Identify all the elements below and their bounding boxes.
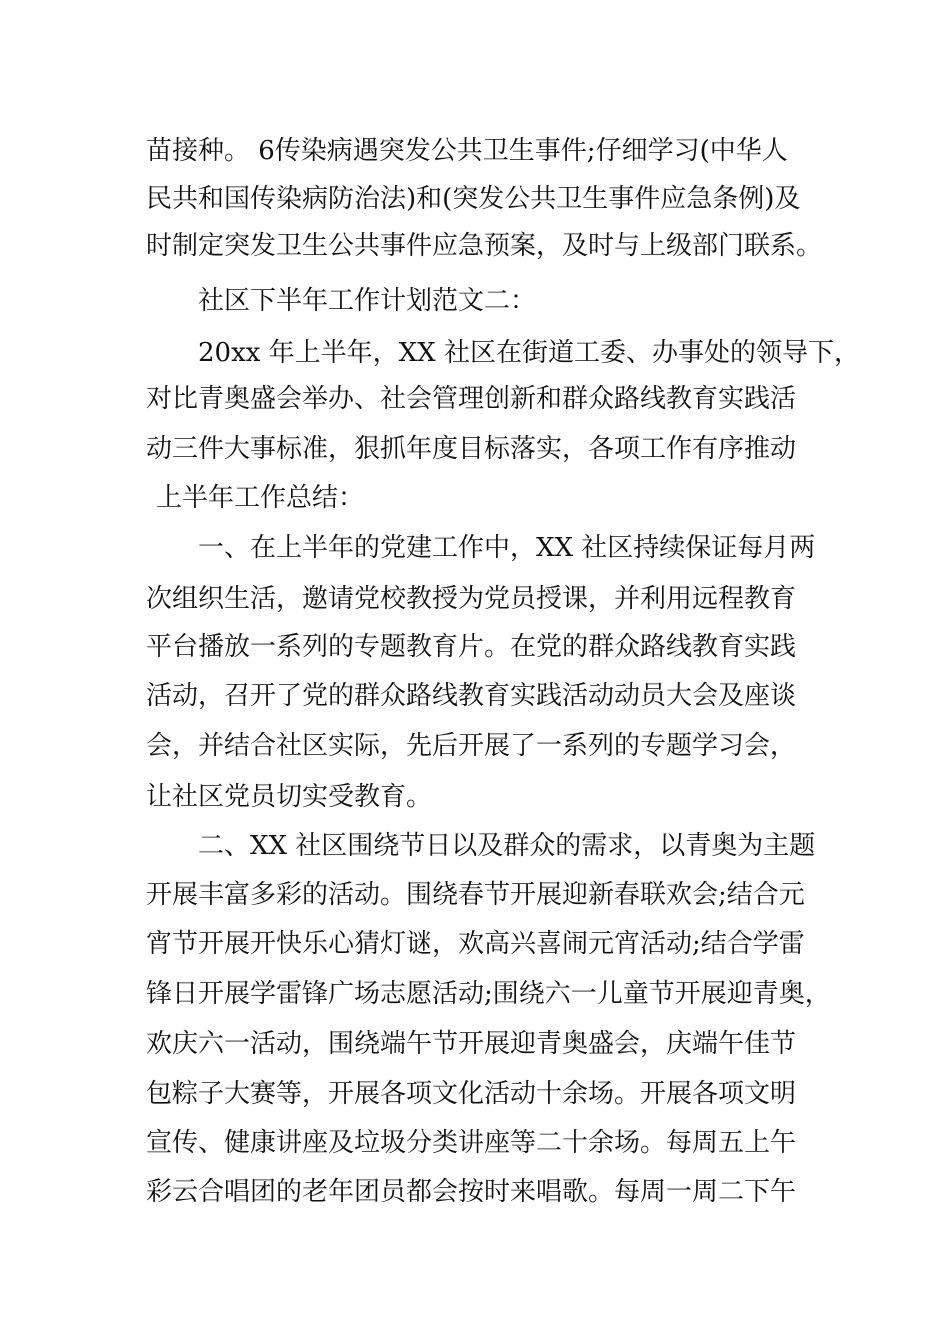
text-line: 苗接种。 6传染病遇突发公共卫生事件;仔细学习(中华人 bbox=[146, 136, 788, 166]
text-line: 次组织生活，邀请党校教授为党员授课，并利用远程教育 bbox=[146, 584, 797, 614]
text-line: 上半年工作总结： bbox=[156, 483, 365, 513]
text-line: 一、在上半年的党建工作中，XX 社区持续保证每月两 bbox=[198, 533, 816, 563]
text-line: 包粽子大赛等，开展各项文化活动十余场。开展各项文明 bbox=[146, 1079, 797, 1109]
text-line: 宵节开展开快乐心猜灯谜，欢高兴喜闹元宵活动;结合学雷 bbox=[146, 929, 805, 959]
text-line: 动三件大事标准，狠抓年度目标落实，各项工作有序推动 bbox=[146, 434, 797, 464]
text-line: 民共和国传染病防治法)和(突发公共卫生事件应急条例)及 bbox=[146, 184, 801, 214]
text-line: 会，并结合社区实际，先后开展了一系列的专题学习会， bbox=[146, 731, 797, 761]
text-line: 时制定突发卫生公共事件应急预案，及时与上级部门联系。 bbox=[146, 231, 823, 261]
text-line: 锋日开展学雷锋广场志愿活动;围绕六一儿童节开展迎青奥， bbox=[146, 979, 831, 1009]
text-line: 活动，召开了党的群众路线教育实践活动动员大会及座谈 bbox=[146, 681, 797, 711]
section-heading: 社区下半年工作计划范文二： bbox=[198, 286, 537, 316]
text-line: 开展丰富多彩的活动。围绕春节开展迎新春联欢会;结合元 bbox=[146, 880, 805, 910]
text-line: 欢庆六一活动，围绕端午节开展迎青奥盛会，庆端午佳节 bbox=[146, 1029, 797, 1059]
text-line: 二、XX 社区围绕节日以及群众的需求，以青奥为主题 bbox=[198, 831, 816, 861]
text-line: 让社区党员切实受教育。 bbox=[146, 782, 433, 812]
text-line: 20xx 年上半年，XX 社区在街道工委、办事处的领导下， bbox=[198, 338, 860, 368]
text-line: 对比青奥盛会举办、社会管理创新和群众路线教育实践活 bbox=[146, 384, 797, 414]
text-line: 彩云合唱团的老年团员都会按时来唱歌。每周一周二下午 bbox=[146, 1177, 797, 1207]
text-line: 平台播放一系列的专题教育片。在党的群众路线教育实践 bbox=[146, 632, 797, 662]
text-line: 宣传、健康讲座及垃圾分类讲座等二十余场。每周五上午 bbox=[146, 1128, 797, 1158]
